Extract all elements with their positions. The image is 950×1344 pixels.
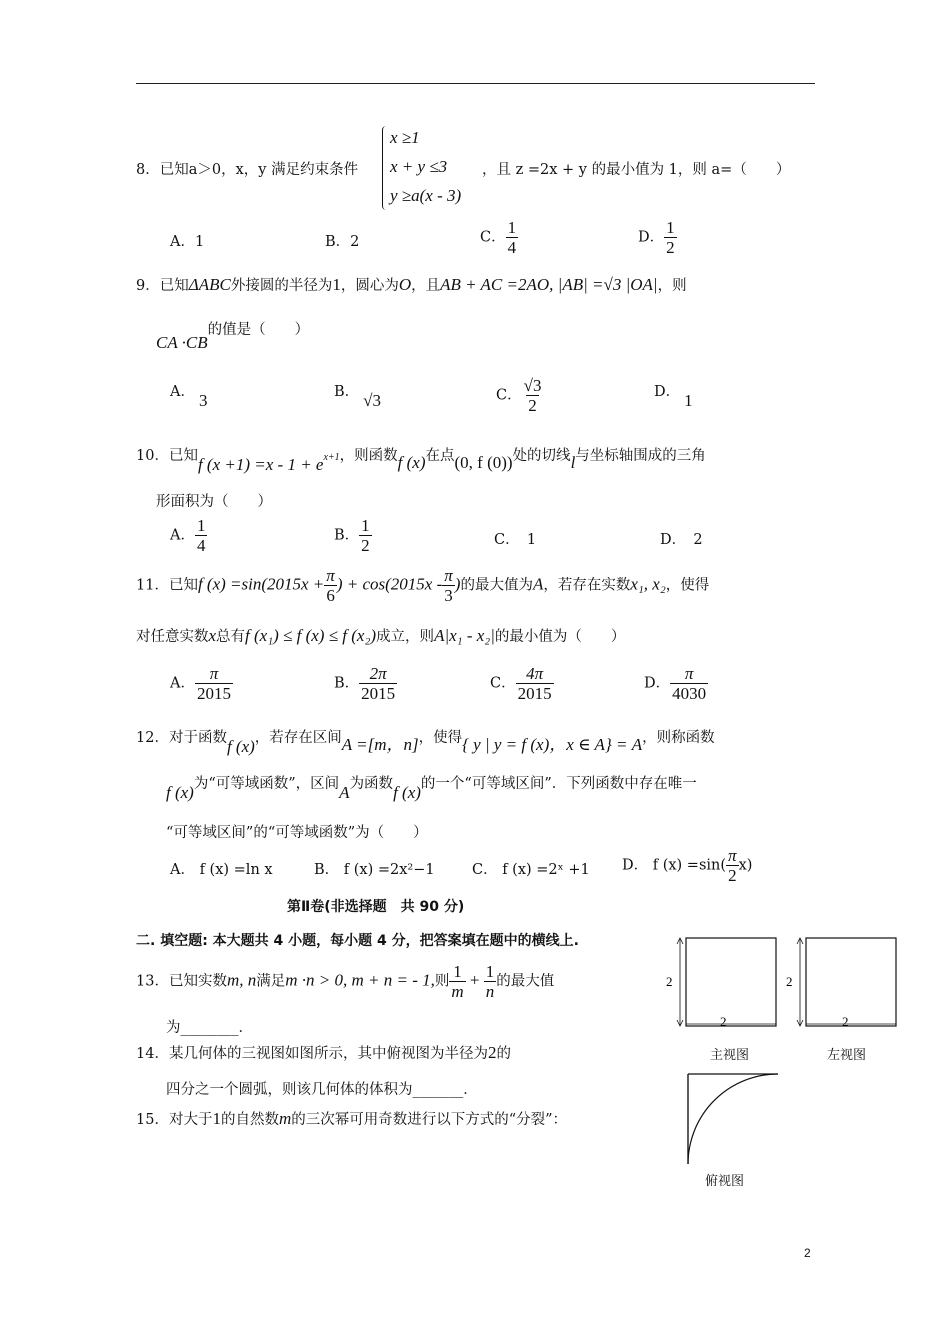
q8-stem: 8．已知a＞0，x，y 满足约束条件 bbox=[136, 162, 359, 178]
side-view-width: 2 bbox=[842, 1014, 849, 1029]
top-view-label: 俯视图 bbox=[705, 1174, 745, 1189]
q12-option-a: A． f (x) =ln x bbox=[170, 862, 273, 878]
q8-option-c: C． $\frac{1}{4}$ bbox=[480, 218, 517, 257]
side-view bbox=[786, 938, 896, 1029]
q15-stem: 15．对大于1的自然数m的三次幂可用奇数进行以下方式的“分裂”： bbox=[136, 1109, 568, 1128]
q8-option-d: D． $\frac{1}{2}$ bbox=[638, 218, 675, 257]
top-view bbox=[688, 1074, 778, 1164]
front-view-height: 2 bbox=[666, 974, 673, 989]
q13-stem-line2: 为________． bbox=[166, 1020, 253, 1036]
q10-stem-line1: 10．已知f $(x +1) =x - 1 + e^{x+1}$，则函数f (x)在点(0, f (0))处的切线l与坐标轴围成的三角 bbox=[136, 448, 706, 474]
q10-option-c: C． 1 bbox=[494, 532, 537, 548]
q12-option-c: C． f (x) =2ˣ +1 bbox=[472, 862, 590, 878]
front-view-label: 主视图 bbox=[710, 1048, 750, 1063]
q11-option-b: B． $\frac{2\pi}{2015}$ bbox=[334, 664, 396, 703]
side-view-label: 左视图 bbox=[827, 1048, 867, 1063]
q9-option-a: A． 3 bbox=[170, 384, 208, 410]
q9-option-c: C． $\frac{√3}{2}$ bbox=[496, 376, 542, 415]
q14-stem-line2: 四分之一个圆弧，则该几何体的体积为_______． bbox=[166, 1082, 478, 1098]
q12-stem-line2: f (x)为“可等域函数”，区间A为函数f (x)的一个“可等域区间”．下列函数中存在唯一 bbox=[166, 776, 697, 802]
q8-constraint-1: x ≥1 bbox=[390, 128, 420, 147]
q9-option-d: D． 1 bbox=[654, 384, 693, 410]
q12-option-d: D． f (x) =sin( $\frac{\pi}{2}$ x) bbox=[622, 846, 753, 885]
q8-stem-end: ，且 z =2x + y 的最小值为 1，则 a=（ ） bbox=[482, 162, 791, 178]
q9-option-b: B． √3 bbox=[334, 384, 381, 410]
q10-option-d: D． 2 bbox=[660, 532, 703, 548]
front-view-width: 2 bbox=[720, 1014, 727, 1029]
header-rule bbox=[136, 83, 815, 84]
q11-stem-line2: 对任意实数x总有f (x₁) ≤ f (x) ≤ f (x₂)成立，则A|x₁ - x₂|的最小值为（ ） bbox=[136, 626, 626, 645]
q8-option-b: B．2 bbox=[325, 234, 360, 250]
front-view bbox=[666, 938, 776, 1029]
q10-stem-line2: 形面积为（ ） bbox=[156, 494, 272, 510]
q11-option-d: D． $\frac{\pi}{4030}$ bbox=[644, 664, 707, 703]
q11-stem-line1: 11．已知f (x) =sin(2015x + $\frac{\pi}{6}$ ) + cos(2015x - $\frac{\pi}{3}$ )的最大值为A，若存在实数x₁, x₂，使得 bbox=[136, 566, 710, 605]
q8-option-a: A．1 bbox=[170, 234, 205, 250]
q12-stem-line3: “可等域区间”的“可等域函数”为（ ） bbox=[166, 825, 428, 841]
q10-option-a: A． $\frac{1}{4}$ bbox=[170, 516, 206, 555]
q8-brace bbox=[382, 126, 389, 210]
q9-stem-line2: CA ·CB的值是（ ） bbox=[156, 322, 310, 352]
part2-title: 第Ⅱ卷(非选择题 共 90 分) bbox=[287, 899, 465, 915]
side-view-height: 2 bbox=[786, 974, 793, 989]
q11-option-c: C． $\frac{4\pi}{2015}$ bbox=[490, 664, 552, 703]
q13-stem-line1: 13．已知实数m, n满足m ·n > 0, m + n = - 1,则 $\frac{1}{m}$ + $\frac{1}{n}$ 的最大值 bbox=[136, 962, 555, 1001]
three-view-figure bbox=[660, 928, 930, 1198]
q8-constraint-3: y ≥a(x - 3) bbox=[390, 186, 462, 205]
q12-option-b: B． f (x) =2x²−1 bbox=[314, 862, 435, 878]
q10-option-b: B． $\frac{1}{2}$ bbox=[334, 516, 370, 555]
q14-stem-line1: 14．某几何体的三视图如图所示，其中俯视图为半径为2的 bbox=[136, 1043, 511, 1062]
q11-option-a: A． $\frac{\pi}{2015}$ bbox=[170, 664, 231, 703]
page-number: 2 bbox=[804, 1246, 811, 1260]
q9-stem-line1: 9．已知ΔABC外接圆的半径为1，圆心为O，且AB + AC =2AO, |AB| =√3 |OA|，则 bbox=[136, 275, 687, 294]
q8-constraint-2: x + y ≤3 bbox=[390, 157, 448, 176]
section2-title: 二. 填空题: 本大题共 4 小题，每小题 4 分，把答案填在题中的横线上. bbox=[136, 933, 579, 949]
q12-stem-line1: 12．对于函数f (x)，若存在区间A =[m，n]，使得{ y | y = f (x)，x ∈ A} = A，则称函数 bbox=[136, 730, 715, 756]
